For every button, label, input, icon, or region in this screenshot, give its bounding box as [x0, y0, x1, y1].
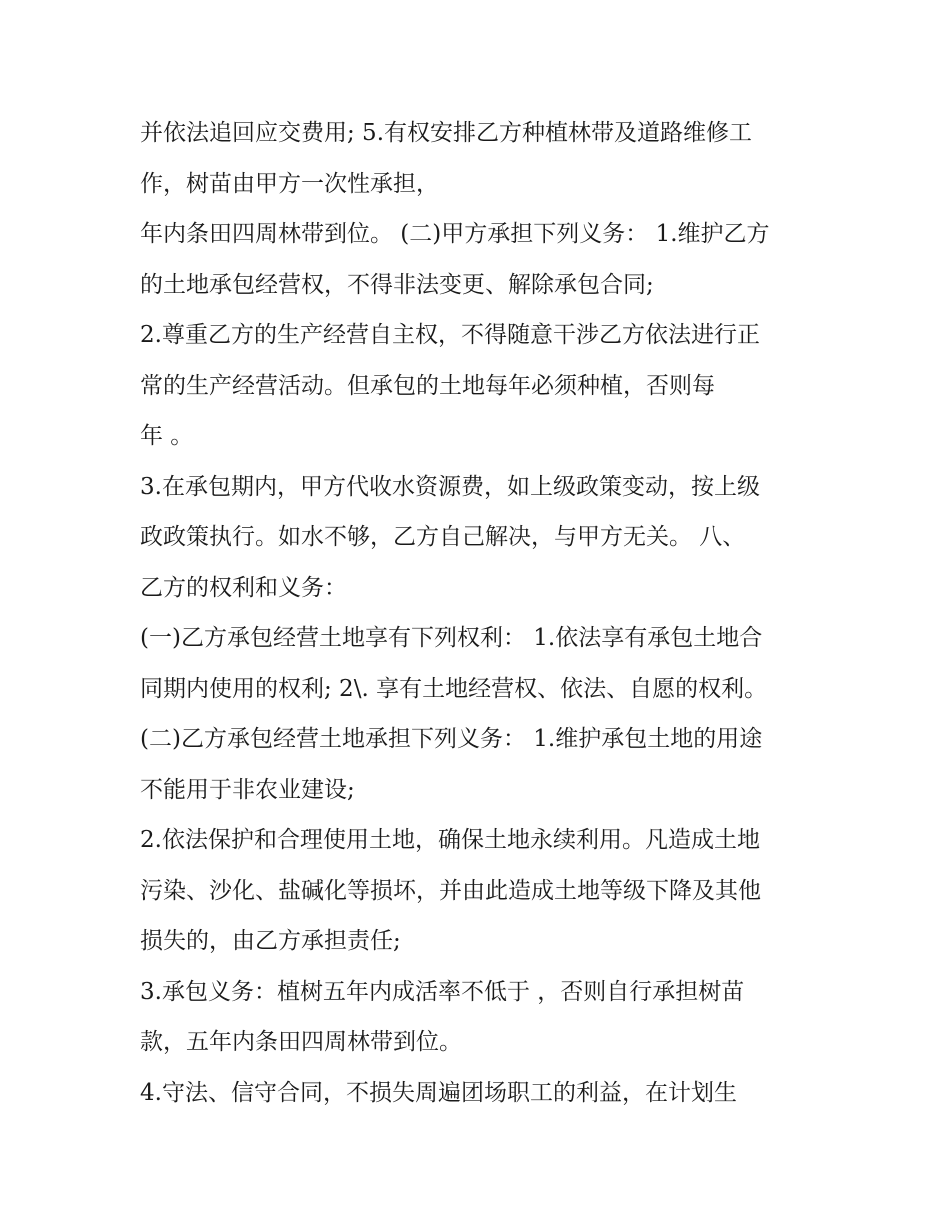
- text-line: 4.守法、信守合同，不损失周遍团场职工的利益，在计划生: [140, 1079, 737, 1106]
- text-line: 作，树苗由甲方一次性承担，: [140, 170, 439, 197]
- text-line: 款，五年内条田四周林带到位。: [140, 1029, 462, 1055]
- text-line: (二)乙方承包经营土地承担下列义务： 1.维护承包土地的用途: [140, 726, 763, 752]
- text-line: 常的生产经营活动。但承包的土地每年必须种植，否则每: [140, 372, 715, 399]
- text-line: 的土地承包经营权，不得非法变更、解除承包合同;: [140, 271, 654, 298]
- text-line: 2.尊重乙方的生产经营自主权，不得随意干涉乙方依法进行正: [140, 322, 760, 348]
- text-line: 年内条田四周林带到位。 (二)甲方承担下列义务： 1.维护乙方: [140, 221, 770, 247]
- text-line: 乙方的权利和义务：: [140, 574, 347, 601]
- text-line: 同期内使用的权利; 2\. 享有土地经营权、依法、自愿的权利。: [140, 675, 768, 702]
- document-body: [140, 108, 840, 1118]
- text-line: 年 。: [140, 423, 194, 449]
- text-line: 损失的，由乙方承担责任;: [140, 928, 401, 954]
- text-line: 并依法追回应交费用; 5.有权安排乙方种植林带及道路维修工: [140, 120, 753, 146]
- text-line: (一)乙方承包经营土地享有下列权利： 1.依法享有承包土地合: [140, 625, 763, 651]
- text-line: 污染、沙化、盐碱化等损坏，并由此造成土地等级下降及其他: [140, 877, 761, 904]
- text-line: 3.承包义务：植树五年内成活率不低于 ，否则自行承担树苗: [140, 978, 745, 1005]
- text-line: 2.依法保护和合理使用土地，确保土地永续利用。凡造成土地: [140, 827, 760, 853]
- text-line: 政政策执行。如水不够，乙方自己解决，与甲方无关。 八、: [140, 524, 746, 550]
- text-line: 3.在承包期内，甲方代收水资源费，如上级政策变动，按上级: [140, 473, 760, 500]
- text-line: 不能用于非农业建设;: [140, 776, 355, 803]
